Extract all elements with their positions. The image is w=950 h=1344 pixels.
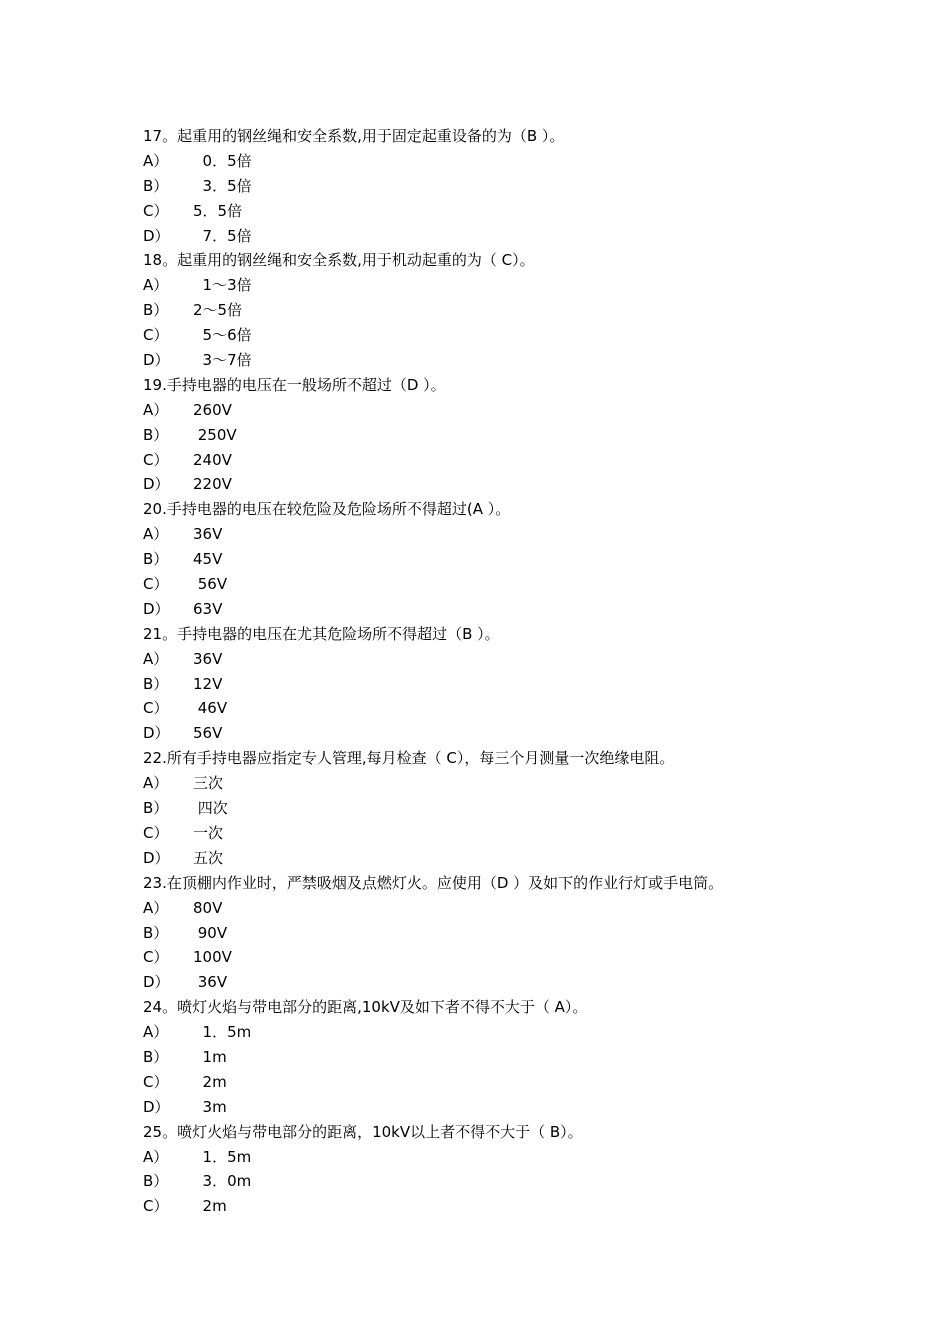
option-text: 80V (193, 898, 223, 917)
option-text: 56V (193, 724, 223, 743)
option-row (143, 721, 843, 746)
option-label: C） (143, 823, 169, 842)
option-row (143, 846, 843, 871)
option-row (143, 298, 843, 323)
option-row (143, 921, 843, 946)
question-stem: 23.在顶棚内作业时，严禁吸烟及点燃灯火。应使用（D ）及如下的作业行灯或手电筒。 (143, 873, 724, 892)
option-label: A） (143, 1023, 169, 1042)
option-label: A） (143, 898, 169, 917)
option-label: A） (143, 151, 169, 170)
option-text: 0．5倍 (193, 151, 252, 170)
option-text: 250V (193, 425, 237, 444)
option-label: C） (143, 450, 169, 469)
question-stem: 24。喷灯火焰与带电部分的距离,10kV及如下者不得不大于（ A）。 (143, 998, 588, 1017)
option-row (143, 821, 843, 846)
option-row (143, 547, 843, 572)
question-stem: 18。起重用的钢丝绳和安全系数,用于机动起重的为（ C）。 (143, 251, 535, 270)
option-label: B） (143, 301, 169, 320)
option-row (143, 1045, 843, 1070)
option-row (143, 423, 843, 448)
option-text: 1～3倍 (193, 276, 252, 295)
option-label: B） (143, 674, 169, 693)
question-stem: 25。喷灯火焰与带电部分的距离，10kV以上者不得不大于（ B）。 (143, 1122, 583, 1141)
option-text: 1m (193, 1047, 227, 1066)
option-row (143, 448, 843, 473)
option-label: B） (143, 799, 169, 818)
option-row (143, 522, 843, 547)
option-row (143, 696, 843, 721)
option-row (143, 1095, 843, 1120)
option-row (143, 572, 843, 597)
option-label: C） (143, 326, 169, 345)
option-text: 2m (193, 1072, 227, 1091)
option-text: 五次 (193, 848, 224, 867)
option-row (143, 896, 843, 921)
option-label: C） (143, 1197, 169, 1216)
option-text: 3．0m (193, 1172, 252, 1191)
option-label: A） (143, 649, 169, 668)
option-row (143, 348, 843, 373)
question-stem: 19.手持电器的电压在一般场所不超过（D ）。 (143, 375, 446, 394)
option-row (143, 398, 843, 423)
option-label: B） (143, 1172, 169, 1191)
option-label: D） (143, 724, 170, 743)
question-stem: 22.所有手持电器应指定专人管理,每月检查（ C），每三个月测量一次绝缘电阻。 (143, 749, 675, 768)
option-label: C） (143, 1072, 169, 1091)
option-text: 100V (193, 948, 232, 967)
question-list (143, 124, 843, 1219)
option-text: 45V (193, 550, 223, 569)
option-row (143, 174, 843, 199)
option-row (143, 796, 843, 821)
option-text: 1．5m (193, 1147, 252, 1166)
option-text: 3．5倍 (193, 176, 252, 195)
option-text: 90V (193, 923, 228, 942)
option-label: D） (143, 599, 170, 618)
option-label: A） (143, 1147, 169, 1166)
option-label: B） (143, 550, 169, 569)
option-label: B） (143, 1047, 169, 1066)
question-stem: 20.手持电器的电压在较危险及危险场所不得超过(A ）。 (143, 500, 511, 519)
option-label: B） (143, 176, 169, 195)
option-row (143, 945, 843, 970)
option-label: B） (143, 425, 169, 444)
option-text: 1．5m (193, 1023, 252, 1042)
option-label: B） (143, 923, 169, 942)
option-label: A） (143, 276, 169, 295)
option-text: 46V (193, 699, 228, 718)
option-label: C） (143, 201, 169, 220)
option-row (143, 273, 843, 298)
option-row (143, 199, 843, 224)
option-row (143, 1169, 843, 1194)
option-label: C） (143, 699, 169, 718)
option-row (143, 672, 843, 697)
option-row (143, 1194, 843, 1219)
option-label: D） (143, 475, 170, 494)
option-row (143, 1145, 843, 1170)
option-text: 2m (193, 1197, 227, 1216)
option-text: 36V (193, 525, 223, 544)
option-text: 一次 (193, 823, 224, 842)
option-label: A） (143, 525, 169, 544)
option-row (143, 970, 843, 995)
option-text: 3m (193, 1097, 227, 1116)
option-text: 12V (193, 674, 223, 693)
option-row (143, 1070, 843, 1095)
option-row (143, 771, 843, 796)
option-row (143, 323, 843, 348)
option-label: D） (143, 973, 170, 992)
option-text: 7．5倍 (193, 226, 252, 245)
option-label: A） (143, 774, 169, 793)
option-row (143, 647, 843, 672)
option-text: 36V (193, 649, 223, 668)
option-text: 63V (193, 599, 223, 618)
option-text: 240V (193, 450, 232, 469)
option-label: D） (143, 848, 170, 867)
option-text: 三次 (193, 774, 224, 793)
option-row (143, 149, 843, 174)
option-text: 36V (193, 973, 228, 992)
option-label: D） (143, 226, 170, 245)
option-text: 5～6倍 (193, 326, 252, 345)
option-row (143, 1020, 843, 1045)
question-stem: 21。手持电器的电压在尤其危险场所不得超过（B ）。 (143, 624, 500, 643)
question-stem: 17。起重用的钢丝绳和安全系数,用于固定起重设备的为（B ）。 (143, 127, 565, 145)
option-text: 220V (193, 475, 232, 494)
option-label: D） (143, 351, 170, 370)
option-text: 56V (193, 575, 228, 594)
option-text: 5．5倍 (193, 201, 243, 220)
option-text: 260V (193, 400, 232, 419)
option-text: 2～5倍 (193, 301, 243, 320)
option-label: A） (143, 400, 169, 419)
option-row (143, 472, 843, 497)
option-row (143, 224, 843, 249)
option-label: C） (143, 948, 169, 967)
option-label: C） (143, 575, 169, 594)
option-label: D） (143, 1097, 170, 1116)
option-text: 3～7倍 (193, 351, 252, 370)
option-text: 四次 (193, 799, 228, 818)
option-row (143, 597, 843, 622)
